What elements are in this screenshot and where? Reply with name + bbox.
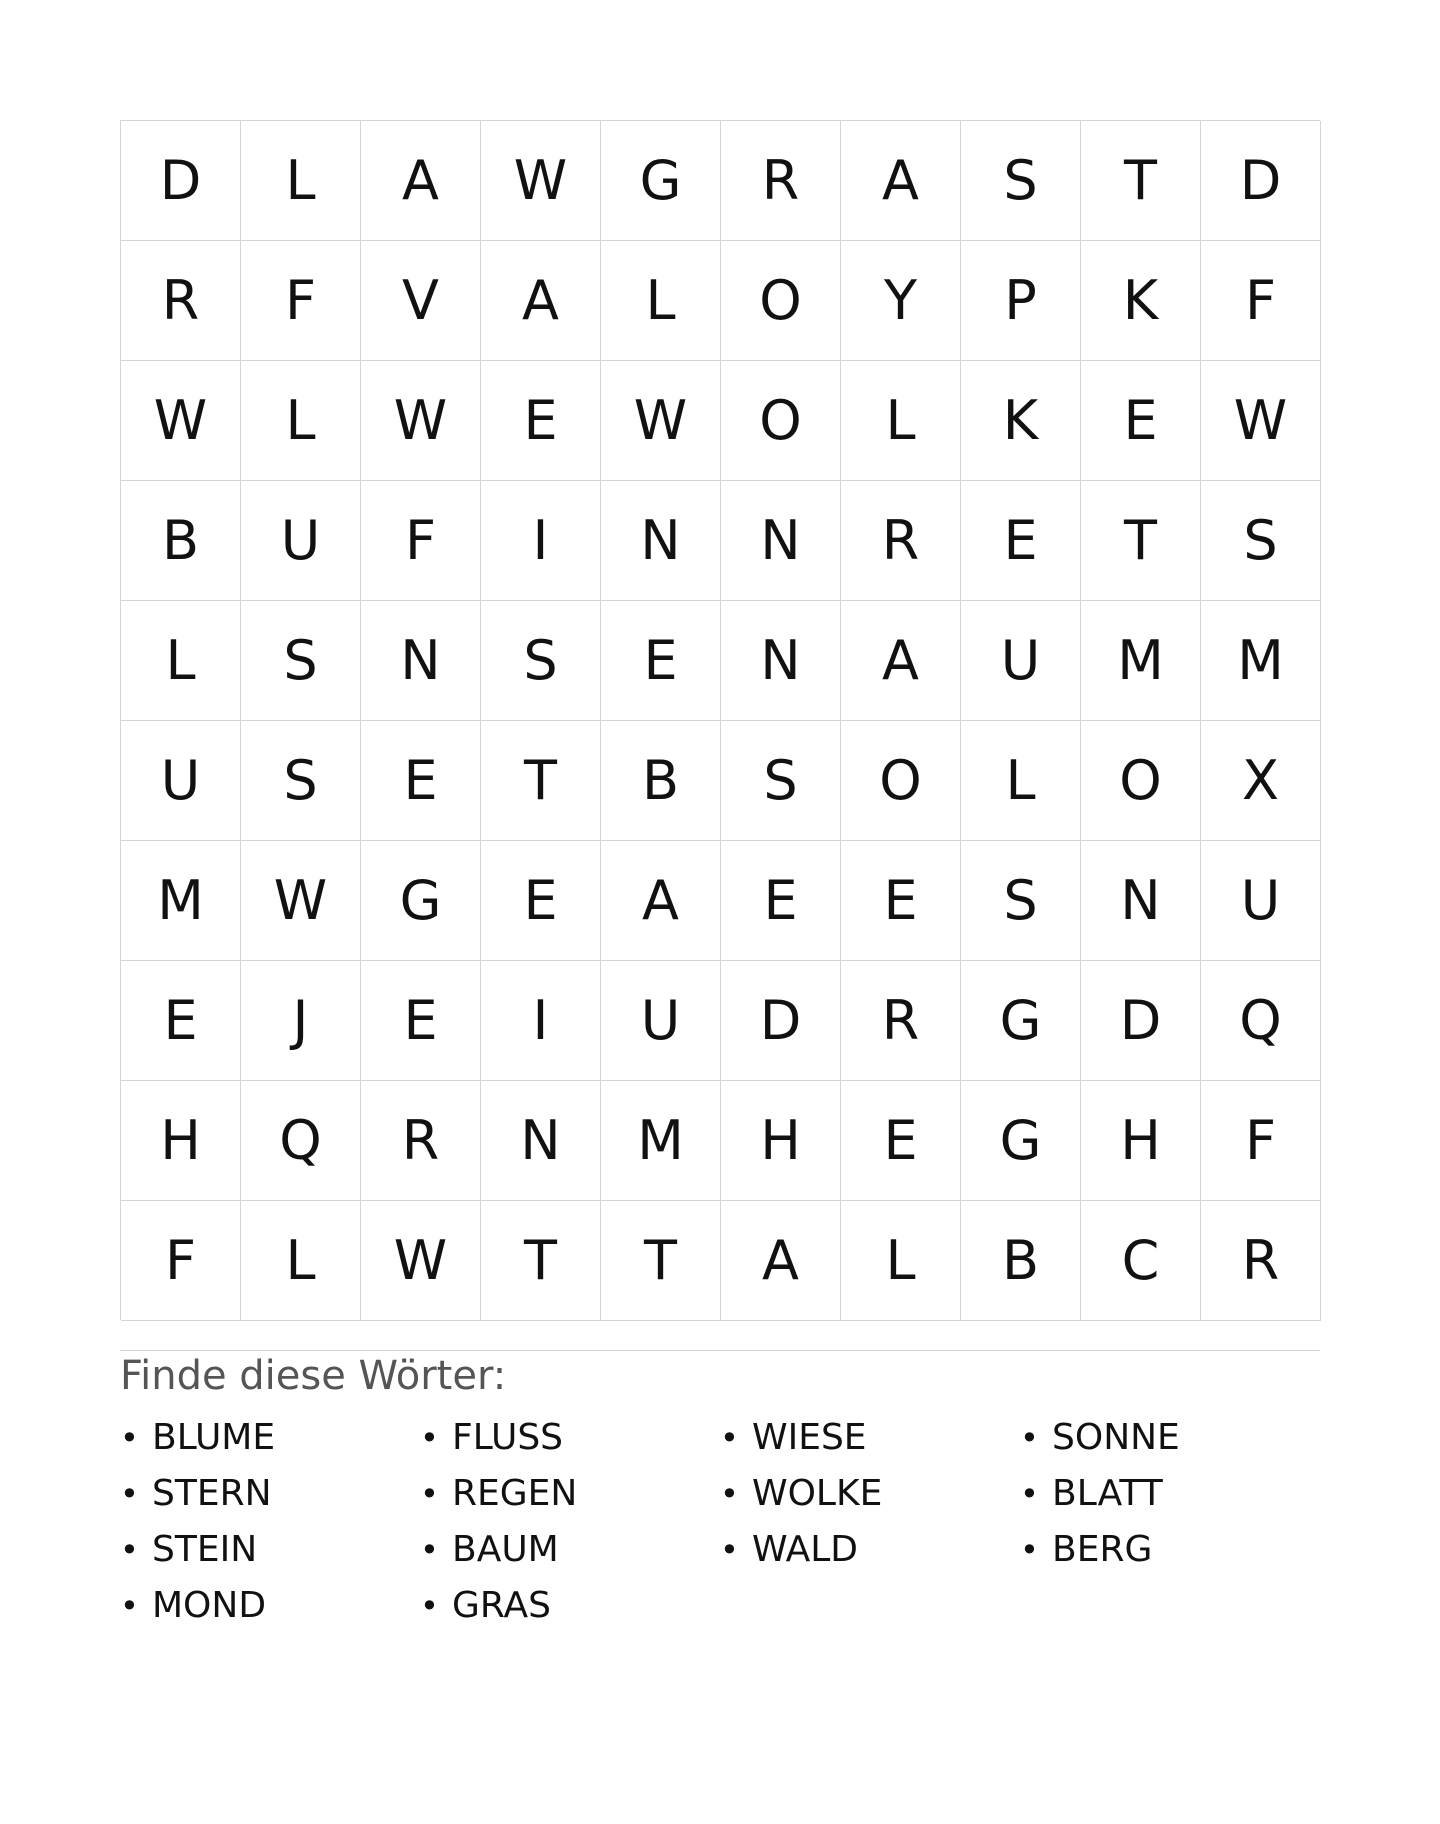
grid-cell[interactable]: B [961, 1201, 1081, 1321]
word-item [720, 1410, 1020, 1466]
grid-cell[interactable]: P [961, 241, 1081, 361]
grid-cell[interactable]: W [1201, 361, 1321, 481]
word-item [420, 1410, 720, 1466]
word-item [720, 1522, 1020, 1578]
grid-cell[interactable]: S [241, 721, 361, 841]
bullet-icon: • [1020, 1419, 1039, 1457]
grid-cell[interactable]: D [1081, 961, 1201, 1081]
word-list [120, 1410, 1320, 1634]
grid-cell[interactable]: N [721, 481, 841, 601]
grid-cell[interactable]: N [601, 481, 721, 601]
grid-cell[interactable]: E [1081, 361, 1201, 481]
grid-cell[interactable]: S [721, 721, 841, 841]
grid-cell[interactable]: Q [241, 1081, 361, 1201]
word-item [120, 1578, 420, 1634]
grid-cell[interactable]: R [121, 241, 241, 361]
bullet-icon: • [120, 1419, 139, 1457]
grid-cell[interactable]: O [1081, 721, 1201, 841]
word-item [1020, 1522, 1320, 1578]
grid-cell[interactable]: O [721, 241, 841, 361]
word-item [1020, 1410, 1320, 1466]
grid-cell[interactable]: V [361, 241, 481, 361]
word-label: MOND [152, 1585, 267, 1626]
grid-cell[interactable]: S [481, 601, 601, 721]
bullet-icon: • [420, 1587, 439, 1625]
grid-cell[interactable]: E [121, 961, 241, 1081]
grid-cell[interactable]: A [841, 601, 961, 721]
grid-cell[interactable]: A [601, 841, 721, 961]
grid-cell[interactable]: F [1201, 241, 1321, 361]
bullet-icon: • [420, 1531, 439, 1569]
grid-cell[interactable]: W [241, 841, 361, 961]
grid-cell[interactable]: F [1201, 1081, 1321, 1201]
grid-cell[interactable]: T [1081, 121, 1201, 241]
grid-cell[interactable]: U [241, 481, 361, 601]
grid-cell[interactable]: Q [1201, 961, 1321, 1081]
word-item [420, 1578, 720, 1634]
bullet-icon: • [720, 1475, 739, 1513]
grid-cell[interactable]: T [1081, 481, 1201, 601]
word-item [420, 1466, 720, 1522]
word-list-heading: Finde diese Wörter: [120, 1353, 507, 1399]
word-label: BAUM [452, 1529, 559, 1570]
grid-cell[interactable]: T [481, 1201, 601, 1321]
word-label: STERN [152, 1473, 272, 1514]
grid-cell[interactable]: S [1201, 481, 1321, 601]
word-label: GRAS [452, 1585, 551, 1626]
grid-cell[interactable]: G [361, 841, 481, 961]
grid-cell[interactable]: D [721, 961, 841, 1081]
grid-cell[interactable]: H [121, 1081, 241, 1201]
word-label: BLATT [1052, 1473, 1163, 1514]
grid-cell[interactable]: F [121, 1201, 241, 1321]
grid-cell[interactable]: R [841, 481, 961, 601]
grid-cell[interactable]: G [961, 961, 1081, 1081]
grid-cell[interactable]: M [1201, 601, 1321, 721]
grid-cell[interactable]: L [241, 1201, 361, 1321]
bullet-icon: • [120, 1475, 139, 1513]
grid-cell[interactable]: W [481, 121, 601, 241]
grid-cell[interactable]: A [841, 121, 961, 241]
letter-grid [120, 120, 1320, 1320]
grid-cell[interactable]: D [1201, 121, 1321, 241]
grid-cell[interactable]: K [961, 361, 1081, 481]
grid-cell[interactable]: W [601, 361, 721, 481]
word-item [420, 1522, 720, 1578]
word-label: WALD [752, 1529, 859, 1570]
word-item [720, 1466, 1020, 1522]
grid-cell[interactable]: U [121, 721, 241, 841]
bullet-icon: • [420, 1475, 439, 1513]
grid-cell[interactable]: C [1081, 1201, 1201, 1321]
grid-cell[interactable]: B [601, 721, 721, 841]
bullet-icon: • [1020, 1531, 1039, 1569]
word-item [1020, 1466, 1320, 1522]
divider [120, 1350, 1320, 1351]
word-label: BERG [1052, 1529, 1153, 1570]
grid-cell[interactable]: R [1201, 1201, 1321, 1321]
grid-cell[interactable]: K [1081, 241, 1201, 361]
grid-cell[interactable]: E [481, 841, 601, 961]
bullet-icon: • [720, 1531, 739, 1569]
grid-cell[interactable]: R [361, 1081, 481, 1201]
grid-cell[interactable]: L [841, 1201, 961, 1321]
word-item [120, 1522, 420, 1578]
grid-cell[interactable]: S [241, 601, 361, 721]
bullet-icon: • [120, 1587, 139, 1625]
grid-cell[interactable]: U [961, 601, 1081, 721]
grid-cell[interactable]: L [241, 361, 361, 481]
grid-cell[interactable]: R [721, 121, 841, 241]
grid-cell[interactable]: E [601, 601, 721, 721]
grid-cell[interactable]: F [361, 481, 481, 601]
grid-cell[interactable]: N [1081, 841, 1201, 961]
grid-cell[interactable]: G [601, 121, 721, 241]
grid-cell[interactable]: E [481, 361, 601, 481]
grid-cell[interactable]: M [1081, 601, 1201, 721]
grid-cell[interactable]: S [961, 121, 1081, 241]
grid-cell[interactable]: L [841, 361, 961, 481]
grid-cell[interactable]: J [241, 961, 361, 1081]
grid-cell[interactable]: D [121, 121, 241, 241]
grid-cell[interactable]: L [961, 721, 1081, 841]
grid-cell[interactable]: L [241, 121, 361, 241]
grid-cell[interactable]: A [721, 1201, 841, 1321]
word-label: FLUSS [452, 1417, 564, 1458]
grid-cell[interactable]: E [721, 841, 841, 961]
grid-cell[interactable]: T [601, 1201, 721, 1321]
grid-cell[interactable]: I [481, 961, 601, 1081]
bullet-icon: • [1020, 1475, 1039, 1513]
grid-cell[interactable]: T [481, 721, 601, 841]
grid-cell[interactable]: N [481, 1081, 601, 1201]
word-item [120, 1466, 420, 1522]
grid-cell[interactable]: E [361, 721, 481, 841]
word-label: WIESE [752, 1417, 867, 1458]
grid-cell[interactable]: W [361, 1201, 481, 1321]
bullet-icon: • [420, 1419, 439, 1457]
word-label: REGEN [452, 1473, 578, 1514]
grid-cell[interactable]: E [841, 1081, 961, 1201]
grid-cell[interactable]: H [1081, 1081, 1201, 1201]
grid-cell[interactable]: B [121, 481, 241, 601]
word-label: STEIN [152, 1529, 258, 1570]
grid-cell[interactable]: G [961, 1081, 1081, 1201]
grid-cell[interactable]: U [601, 961, 721, 1081]
grid-cell[interactable]: R [841, 961, 961, 1081]
word-item [120, 1410, 420, 1466]
grid-cell[interactable]: N [721, 601, 841, 721]
word-label: SONNE [1052, 1417, 1180, 1458]
grid-cell[interactable]: A [481, 241, 601, 361]
grid-cell[interactable]: M [121, 841, 241, 961]
grid-cell[interactable]: O [841, 721, 961, 841]
grid-cell[interactable]: I [481, 481, 601, 601]
word-label: WOLKE [752, 1473, 883, 1514]
grid-cell[interactable]: L [601, 241, 721, 361]
grid-cell[interactable]: M [601, 1081, 721, 1201]
grid-cell[interactable]: E [841, 841, 961, 961]
grid-cell[interactable]: O [721, 361, 841, 481]
grid-cell[interactable]: L [121, 601, 241, 721]
grid-cell[interactable]: S [961, 841, 1081, 961]
grid-cell[interactable]: W [361, 361, 481, 481]
grid-cell[interactable]: X [1201, 721, 1321, 841]
grid-cell[interactable]: U [1201, 841, 1321, 961]
grid-cell[interactable]: W [121, 361, 241, 481]
grid-cell[interactable]: N [361, 601, 481, 721]
word-label: BLUME [152, 1417, 276, 1458]
grid-cell[interactable]: Y [841, 241, 961, 361]
grid-cell[interactable]: F [241, 241, 361, 361]
grid-cell[interactable]: A [361, 121, 481, 241]
grid-cell[interactable]: E [961, 481, 1081, 601]
grid-cell[interactable]: H [721, 1081, 841, 1201]
grid-cell[interactable]: E [361, 961, 481, 1081]
bullet-icon: • [120, 1531, 139, 1569]
bullet-icon: • [720, 1419, 739, 1457]
